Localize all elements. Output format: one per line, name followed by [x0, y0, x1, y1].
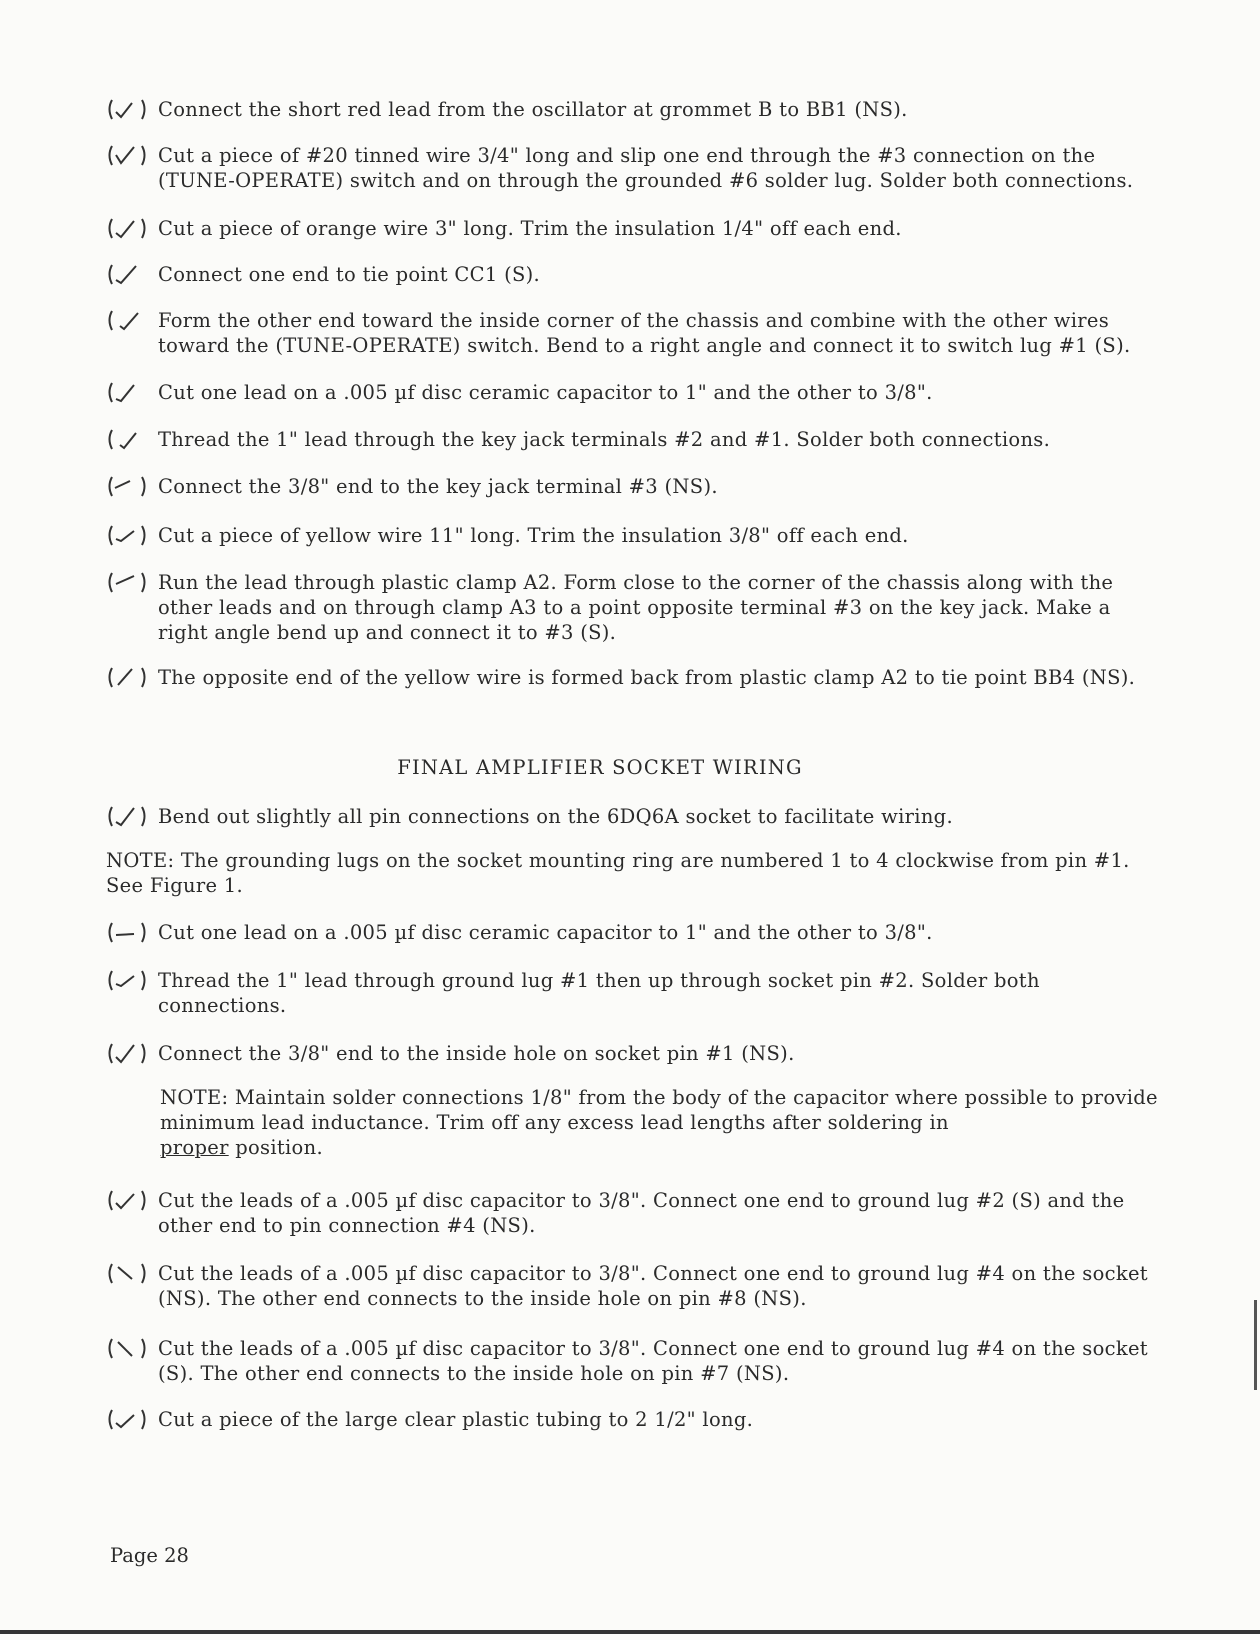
check-box-icon [106, 216, 150, 241]
step-text: Cut one lead on a .005 µf disc ceramic capacitor to 1" and the other to 3/8". [158, 381, 933, 404]
check-box-icon [106, 427, 150, 452]
check-box-icon [106, 474, 150, 499]
step-item [106, 523, 1166, 548]
step-text: Cut the leads of a .005 µf disc capacitor to 3/8". Connect one end to ground lug #2 (S) and the other end to pin connection #4 (NS). [158, 1189, 1125, 1237]
check-box-icon [106, 308, 150, 333]
step-text: Connect one end to tie point CC1 (S). [158, 263, 541, 286]
page-number: Page 28 [110, 1544, 189, 1567]
bottom-rule [0, 1630, 1260, 1634]
note-tail: position. [228, 1136, 323, 1159]
check-box-icon [106, 380, 150, 405]
scan-edge-mark [1254, 1300, 1257, 1390]
step-text: Bend out slightly all pin connections on the 6DQ6A socket to facilitate wiring. [158, 805, 953, 828]
step-item [106, 216, 1166, 241]
check-box-icon [106, 1336, 150, 1361]
step-item [106, 920, 1166, 945]
step-item [106, 262, 1166, 287]
check-box-icon [106, 920, 150, 945]
check-box-icon [106, 97, 150, 122]
step-item [106, 143, 1166, 193]
step-text: Cut a piece of #20 tinned wire 3/4" long and slip one end through the #3 connection on the (TUNE-OPERATE) switch and on through the grounded #6 solder lug. Solder both connections. [158, 144, 1134, 192]
check-box-icon [106, 143, 150, 168]
step-text: The opposite end of the yellow wire is formed back from plastic clamp A2 to tie point BB4 (NS). [158, 666, 1136, 689]
step-item [106, 804, 1166, 829]
step-text: Connect the short red lead from the oscillator at grommet B to BB1 (NS). [158, 98, 908, 121]
section-heading: FINAL AMPLIFIER SOCKET WIRING [397, 756, 803, 779]
step-item [106, 665, 1166, 690]
step-item [106, 380, 1166, 405]
check-box-icon [106, 1407, 150, 1432]
step-text: Thread the 1" lead through the key jack terminals #2 and #1. Solder both connections. [158, 428, 1051, 451]
step-text: Cut a piece of the large clear plastic tubing to 2 1/2" long. [158, 1408, 754, 1431]
step-text: Connect the 3/8" end to the key jack terminal #3 (NS). [158, 475, 718, 498]
note-text: NOTE: The grounding lugs on the socket mounting ring are numbered 1 to 4 clockwise from pin #1. See Figure 1. [106, 849, 1130, 897]
step-text: Form the other end toward the inside corner of the chassis and combine with the other wires toward the (TUNE-OPERATE) switch. Bend to a right angle and connect it to switch lug #1 (S). [158, 309, 1131, 357]
note-text [160, 1085, 1166, 1160]
check-box-icon [106, 262, 150, 287]
check-box-icon [106, 804, 150, 829]
step-text: Run the lead through plastic clamp A2. Form close to the corner of the chassis along with the other leads and on through clamp A3 to a point opposite terminal #3 on the key jack. Make a right angle bend up and connect it to #3 (S). [158, 571, 1114, 644]
check-box-icon [106, 665, 150, 690]
step-item [106, 97, 1166, 122]
step-text: Cut one lead on a .005 µf disc ceramic capacitor to 1" and the other to 3/8". [158, 921, 933, 944]
step-text: Cut the leads of a .005 µf disc capacitor to 3/8". Connect one end to ground lug #4 on the socket (NS). The other end connects to the inside hole on pin #8 (NS). [158, 1262, 1148, 1310]
check-box-icon [106, 523, 150, 548]
check-box-icon [106, 1188, 150, 1213]
step-text: Cut a piece of orange wire 3" long. Trim the insulation 1/4" off each end. [158, 217, 902, 240]
step-text: Connect the 3/8" end to the inside hole on socket pin #1 (NS). [158, 1042, 795, 1065]
step-item [106, 427, 1166, 452]
step-item [106, 1188, 1166, 1238]
step-text: Thread the 1" lead through ground lug #1 then up through socket pin #2. Solder both connections. [158, 969, 1040, 1017]
step-item [106, 1041, 1166, 1066]
check-box-icon [106, 1041, 150, 1066]
step-text: Cut a piece of yellow wire 11" long. Trim the insulation 3/8" off each end. [158, 524, 909, 547]
note-body: NOTE: Maintain solder connections 1/8" from the body of the capacitor where possible to provide minimum lead inductance. Trim off any excess lead lengths after soldering in [160, 1086, 1158, 1134]
step-item [106, 308, 1166, 358]
step-item [106, 968, 1166, 1018]
step-item [106, 1407, 1166, 1432]
step-item [106, 1261, 1166, 1311]
step-item [106, 570, 1166, 645]
step-item [106, 474, 1166, 499]
check-box-icon [106, 1261, 150, 1286]
step-item [106, 1336, 1166, 1386]
check-box-icon [106, 968, 150, 993]
note-underlined-word: proper [160, 1136, 229, 1159]
check-box-icon [106, 570, 150, 595]
step-text: Cut the leads of a .005 µf disc capacitor to 3/8". Connect one end to ground lug #4 on the socket (S). The other end connects to the inside hole on pin #7 (NS). [158, 1337, 1148, 1385]
